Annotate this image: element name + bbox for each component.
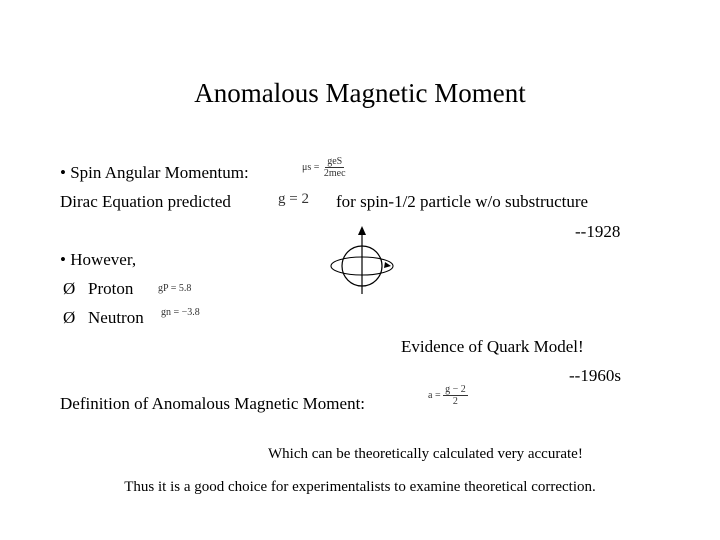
a-lhs: a =: [428, 389, 441, 401]
g-proton-equation: gP = 5.8: [158, 283, 192, 294]
proton-label: Proton: [88, 279, 134, 298]
mu-s-fraction: [322, 156, 348, 179]
dirac-predicted-label: Dirac Equation predicted: [60, 192, 231, 211]
dirac-description: for spin-1/2 particle w/o substructure: [336, 192, 589, 211]
rotation-arrowhead: [384, 262, 391, 268]
neutron-bullet-icon: Ø: [63, 308, 76, 327]
however-label: • However,: [60, 250, 137, 269]
neutron-label: Neutron: [88, 308, 144, 327]
definition-label: Definition of Anomalous Magnetic Moment:: [60, 394, 366, 413]
spin-angular-momentum-label: • Spin Angular Momentum:: [60, 163, 249, 182]
experiment-note: Thus it is a good choice for experimentalists to examine theoretical correction.: [124, 479, 596, 495]
g-dirac-equation: g = 2: [278, 191, 309, 207]
mu-s-lhs: μs =: [302, 161, 320, 173]
proton-bullet-icon: Ø: [63, 279, 76, 298]
year-1960s: --1960s: [569, 366, 621, 385]
year-1928: --1928: [575, 222, 621, 241]
mu-s-numerator: geS: [327, 156, 343, 167]
spin-axis-arrowhead: [358, 226, 366, 235]
slide-title: Anomalous Magnetic Moment: [194, 78, 526, 108]
a-fraction: [443, 384, 468, 407]
spin-diagram: [326, 224, 400, 296]
mu-s-denominator: 2mec: [323, 168, 346, 179]
a-denominator: 2: [452, 396, 458, 407]
anomalous-moment-equation: [428, 384, 468, 407]
a-numerator: g − 2: [445, 384, 466, 395]
calculation-note: Which can be theoretically calculated very accurate!: [268, 446, 583, 462]
spin-magnetic-moment-equation: [302, 156, 348, 179]
evidence-quark-model: Evidence of Quark Model!: [401, 337, 584, 356]
g-neutron-equation: gn = −3.8: [161, 307, 200, 318]
